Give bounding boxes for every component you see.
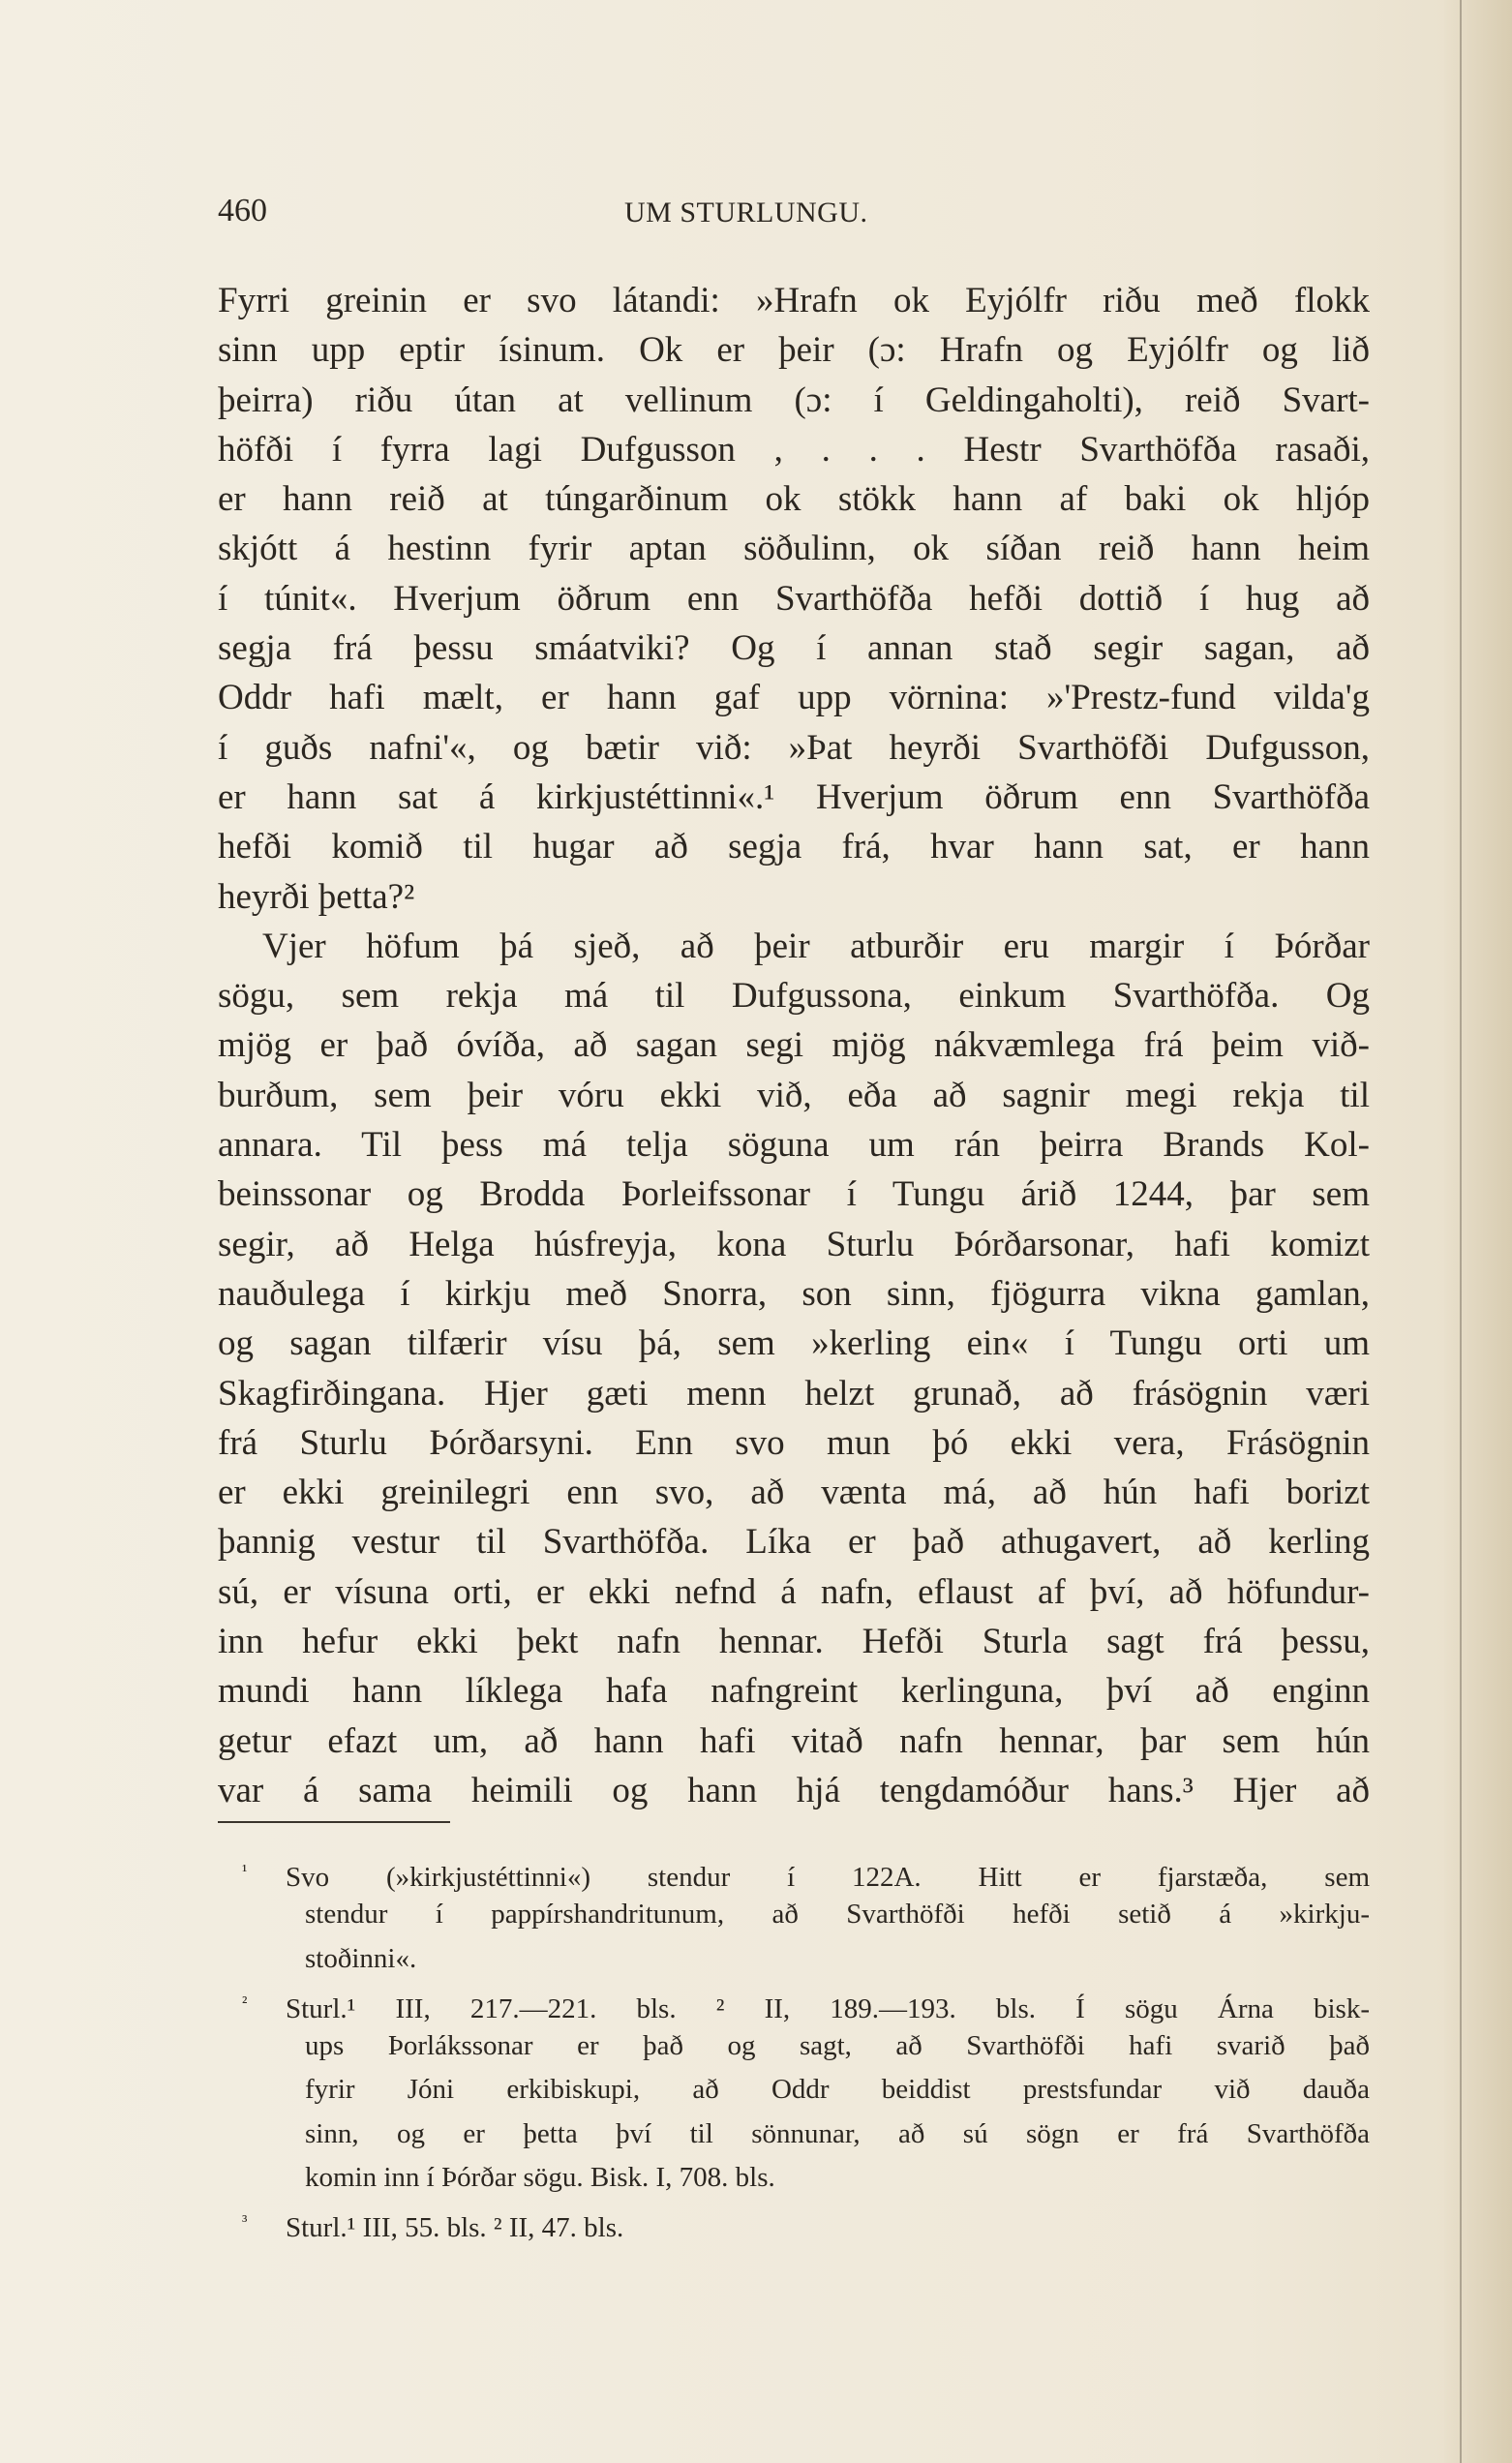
text-line: er ekki greinilegri enn svo, að vænta má, að hún hafi borizt xyxy=(218,1473,1370,1513)
text-line: annara. Til þess má telja söguna um rán þeirra Brands Kol- xyxy=(218,1125,1370,1166)
text-line: hefði komið til hugar að segja frá, hvar hann sat, er hann xyxy=(218,827,1370,867)
footnote-divider xyxy=(218,1821,450,1823)
main-text xyxy=(218,276,1370,1815)
text-line: frá Sturlu Þórðarsyni. Enn svo mun þó ekki vera, Frásögnin xyxy=(218,1422,1370,1463)
text-line: nauðulega í kirkju með Snorra, son sinn, fjögurra vikna gamlan, xyxy=(218,1273,1370,1314)
footnote-text-line: stendur í pappírshandritunum, að Svarthöfði hefði setið á »kirkju- xyxy=(305,1899,1370,1931)
text-line: segja frá þessu smáatviki? Og í annan stað segir sagan, að xyxy=(218,628,1370,669)
text-line: skjótt á hestinn fyrir aptan söðulinn, ok síðan reið hann heim xyxy=(218,529,1370,569)
text-line: sögu, sem rekja má til Dufgussona, einkum Svarthöfða. Og xyxy=(218,976,1370,1017)
text-line: Fyrri greinin er svo látandi: »Hrafn ok Eyjólfr riðu með flokk xyxy=(218,281,1370,320)
footnote-mark: ¹ xyxy=(242,1861,248,1880)
text-line: í túnit«. Hverjum öðrum enn Svarthöfða hefði dottið í hug að xyxy=(218,578,1370,619)
footnote-text-line: komin inn í Þórðar sögu. Bisk. I, 708. bls. xyxy=(305,2162,775,2194)
footnote-2 xyxy=(218,1981,1370,2024)
footnote-3 xyxy=(218,2200,1370,2243)
text-line: segir, að Helga húsfreyja, kona Sturlu Þórðarsonar, hafi komizt xyxy=(218,1224,1370,1264)
page-header xyxy=(218,192,1370,238)
text-line: var á sama heimili og hann hjá tengdamóður hans.³ Hjer að xyxy=(218,1770,1370,1810)
page-edge-line xyxy=(1460,0,1462,2463)
footnote-text: Sturl.¹ III, 217.—221. bls. ² II, 189.—193. bls. Í sögu Árna bisk- xyxy=(286,1992,1370,2024)
text-line: inn hefur ekki þekt nafn hennar. Hefði Sturla sagt frá þessu, xyxy=(218,1622,1370,1662)
footnote-text: Svo (»kirkjustéttinni«) stendur í 122A. Hitt er fjarstæða, sem xyxy=(286,1862,1370,1893)
footnotes xyxy=(218,1849,1370,2244)
text-line: þeirra) riðu útan at vellinum (ɔ: í Geldingaholti), reið Svart- xyxy=(218,380,1370,420)
text-line: burðum, sem þeir vóru ekki við, eða að sagnir megi rekja til xyxy=(218,1075,1370,1115)
text-line: heyrði þetta?² xyxy=(218,876,415,917)
text-line: Oddr hafi mælt, er hann gaf upp vörnina: »'Prestz-fund vilda'g xyxy=(218,678,1370,718)
page-edge xyxy=(1444,0,1512,2463)
text-line: í guðs nafni'«, og bætir við: »Þat heyrði Svarthöfði Dufgusson, xyxy=(218,727,1370,768)
footnote-text-line: sinn, og er þetta því til sönnunar, að sú sögn er frá Svarthöfða xyxy=(305,2117,1370,2149)
footnote-text-line: fyrir Jóni erkibiskupi, að Oddr beiddist prestsfundar við dauða xyxy=(305,2074,1370,2106)
text-line: beinssonar og Brodda Þorleifssonar í Tungu árið 1244, þar sem xyxy=(218,1174,1370,1215)
text-line: sú, er vísuna orti, er ekki nefnd á nafn, eflaust af því, að höfundur- xyxy=(218,1571,1370,1612)
footnote-1 xyxy=(218,1849,1370,1893)
footnote-mark: ³ xyxy=(242,2211,248,2232)
footnote-text-line: stoðinni«. xyxy=(305,1942,417,1974)
text-line: Vjer höfum þá sjeð, að þeir atburðir eru margir í Þórðar xyxy=(262,926,1370,966)
text-line: mundi hann líklega hafa nafngreint kerlinguna, því að enginn xyxy=(218,1671,1370,1712)
footnote-text-line: ups Þorlákssonar er það og sagt, að Svarthöfði hafi svarið það xyxy=(305,2030,1370,2062)
footnote-mark: ² xyxy=(242,1992,248,2012)
running-title: UM STURLUNGU. xyxy=(624,197,868,228)
text-line: sinn upp eptir ísinum. Ok er þeir (ɔ: Hrafn og Eyjólfr og lið xyxy=(218,330,1370,371)
text-line: þannig vestur til Svarthöfða. Líka er það athugavert, að kerling xyxy=(218,1522,1370,1563)
footnote-text: Sturl.¹ III, 55. bls. ² II, 47. bls. xyxy=(286,2212,624,2244)
page-number: 460 xyxy=(218,193,267,228)
text-line: og sagan tilfærir vísu þá, sem »kerling ein« í Tungu orti um xyxy=(218,1323,1370,1364)
text-line: Skagfirðingana. Hjer gæti menn helzt grunað, að frásögnin væri xyxy=(218,1373,1370,1414)
text-line: er hann reið at túngarðinum ok stökk hann af baki ok hljóp xyxy=(218,479,1370,520)
text-line: mjög er það óvíða, að sagan segi mjög nákvæmlega frá þeim við- xyxy=(218,1025,1370,1066)
text-line: getur efazt um, að hann hafi vitað nafn hennar, þar sem hún xyxy=(218,1720,1370,1761)
text-line: höfði í fyrra lagi Dufgusson , . . . Hestr Svarthöfða rasaði, xyxy=(218,429,1370,470)
text-line: er hann sat á kirkjustéttinni«.¹ Hverjum öðrum enn Svarthöfða xyxy=(218,776,1370,817)
